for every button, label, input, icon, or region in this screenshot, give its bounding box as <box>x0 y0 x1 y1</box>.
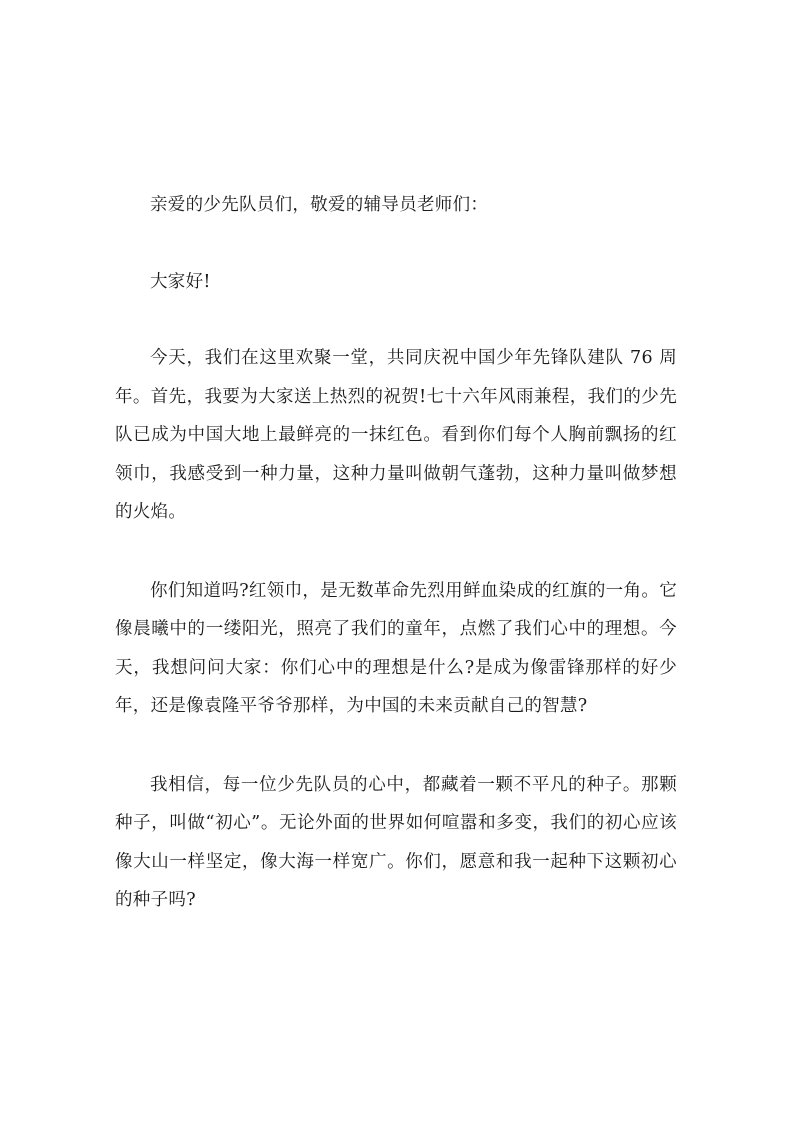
paragraph-spacer <box>115 301 677 339</box>
salutation: 亲爱的少先队员们，敬爱的辅导员老师们： <box>150 195 489 215</box>
paragraph-spacer <box>115 726 677 766</box>
paragraph-1: 今天，我们在这里欢聚一堂，共同庆祝中国少年先锋队建队 76 周年。首先，我要为大家送上热烈的祝贺!七十六年风雨兼程，我们的少先队已成为中国大地上最鲜亮的一抹红色。看到你们每个人胸前飘扬的红领巾，我感受到一种力量，这种力量叫做朝气蓬勃，这种力量叫做梦想的火焰。 <box>115 348 677 522</box>
paragraph-3: 我相信，每一位少先队员的心中，都藏着一颗不平凡的种子。那颗种子，叫做“初心”。无论外面的世界如何喧嚣和多变，我们的初心应该像大山一样坚定，像大海一样宽广。你们，愿意和我一起种下这颗初心的种子吗? <box>115 774 677 910</box>
greeting: 大家好! <box>150 271 211 292</box>
paragraph-spacer <box>115 532 677 572</box>
paragraph-2: 你们知道吗?红领巾，是无数革命先烈用鲜血染成的红旗的一角。它像晨曦中的一缕阳光，照亮了我们的童年，点燃了我们心中的理想。今天，我想问问大家：你们心中的理想是什么?是成为像雷锋那样的好少年，还是像袁隆平爷爷那样，为中国的未来贡献自己的智慧? <box>115 580 677 716</box>
document-page <box>115 186 677 920</box>
paragraph-spacer <box>115 225 677 263</box>
